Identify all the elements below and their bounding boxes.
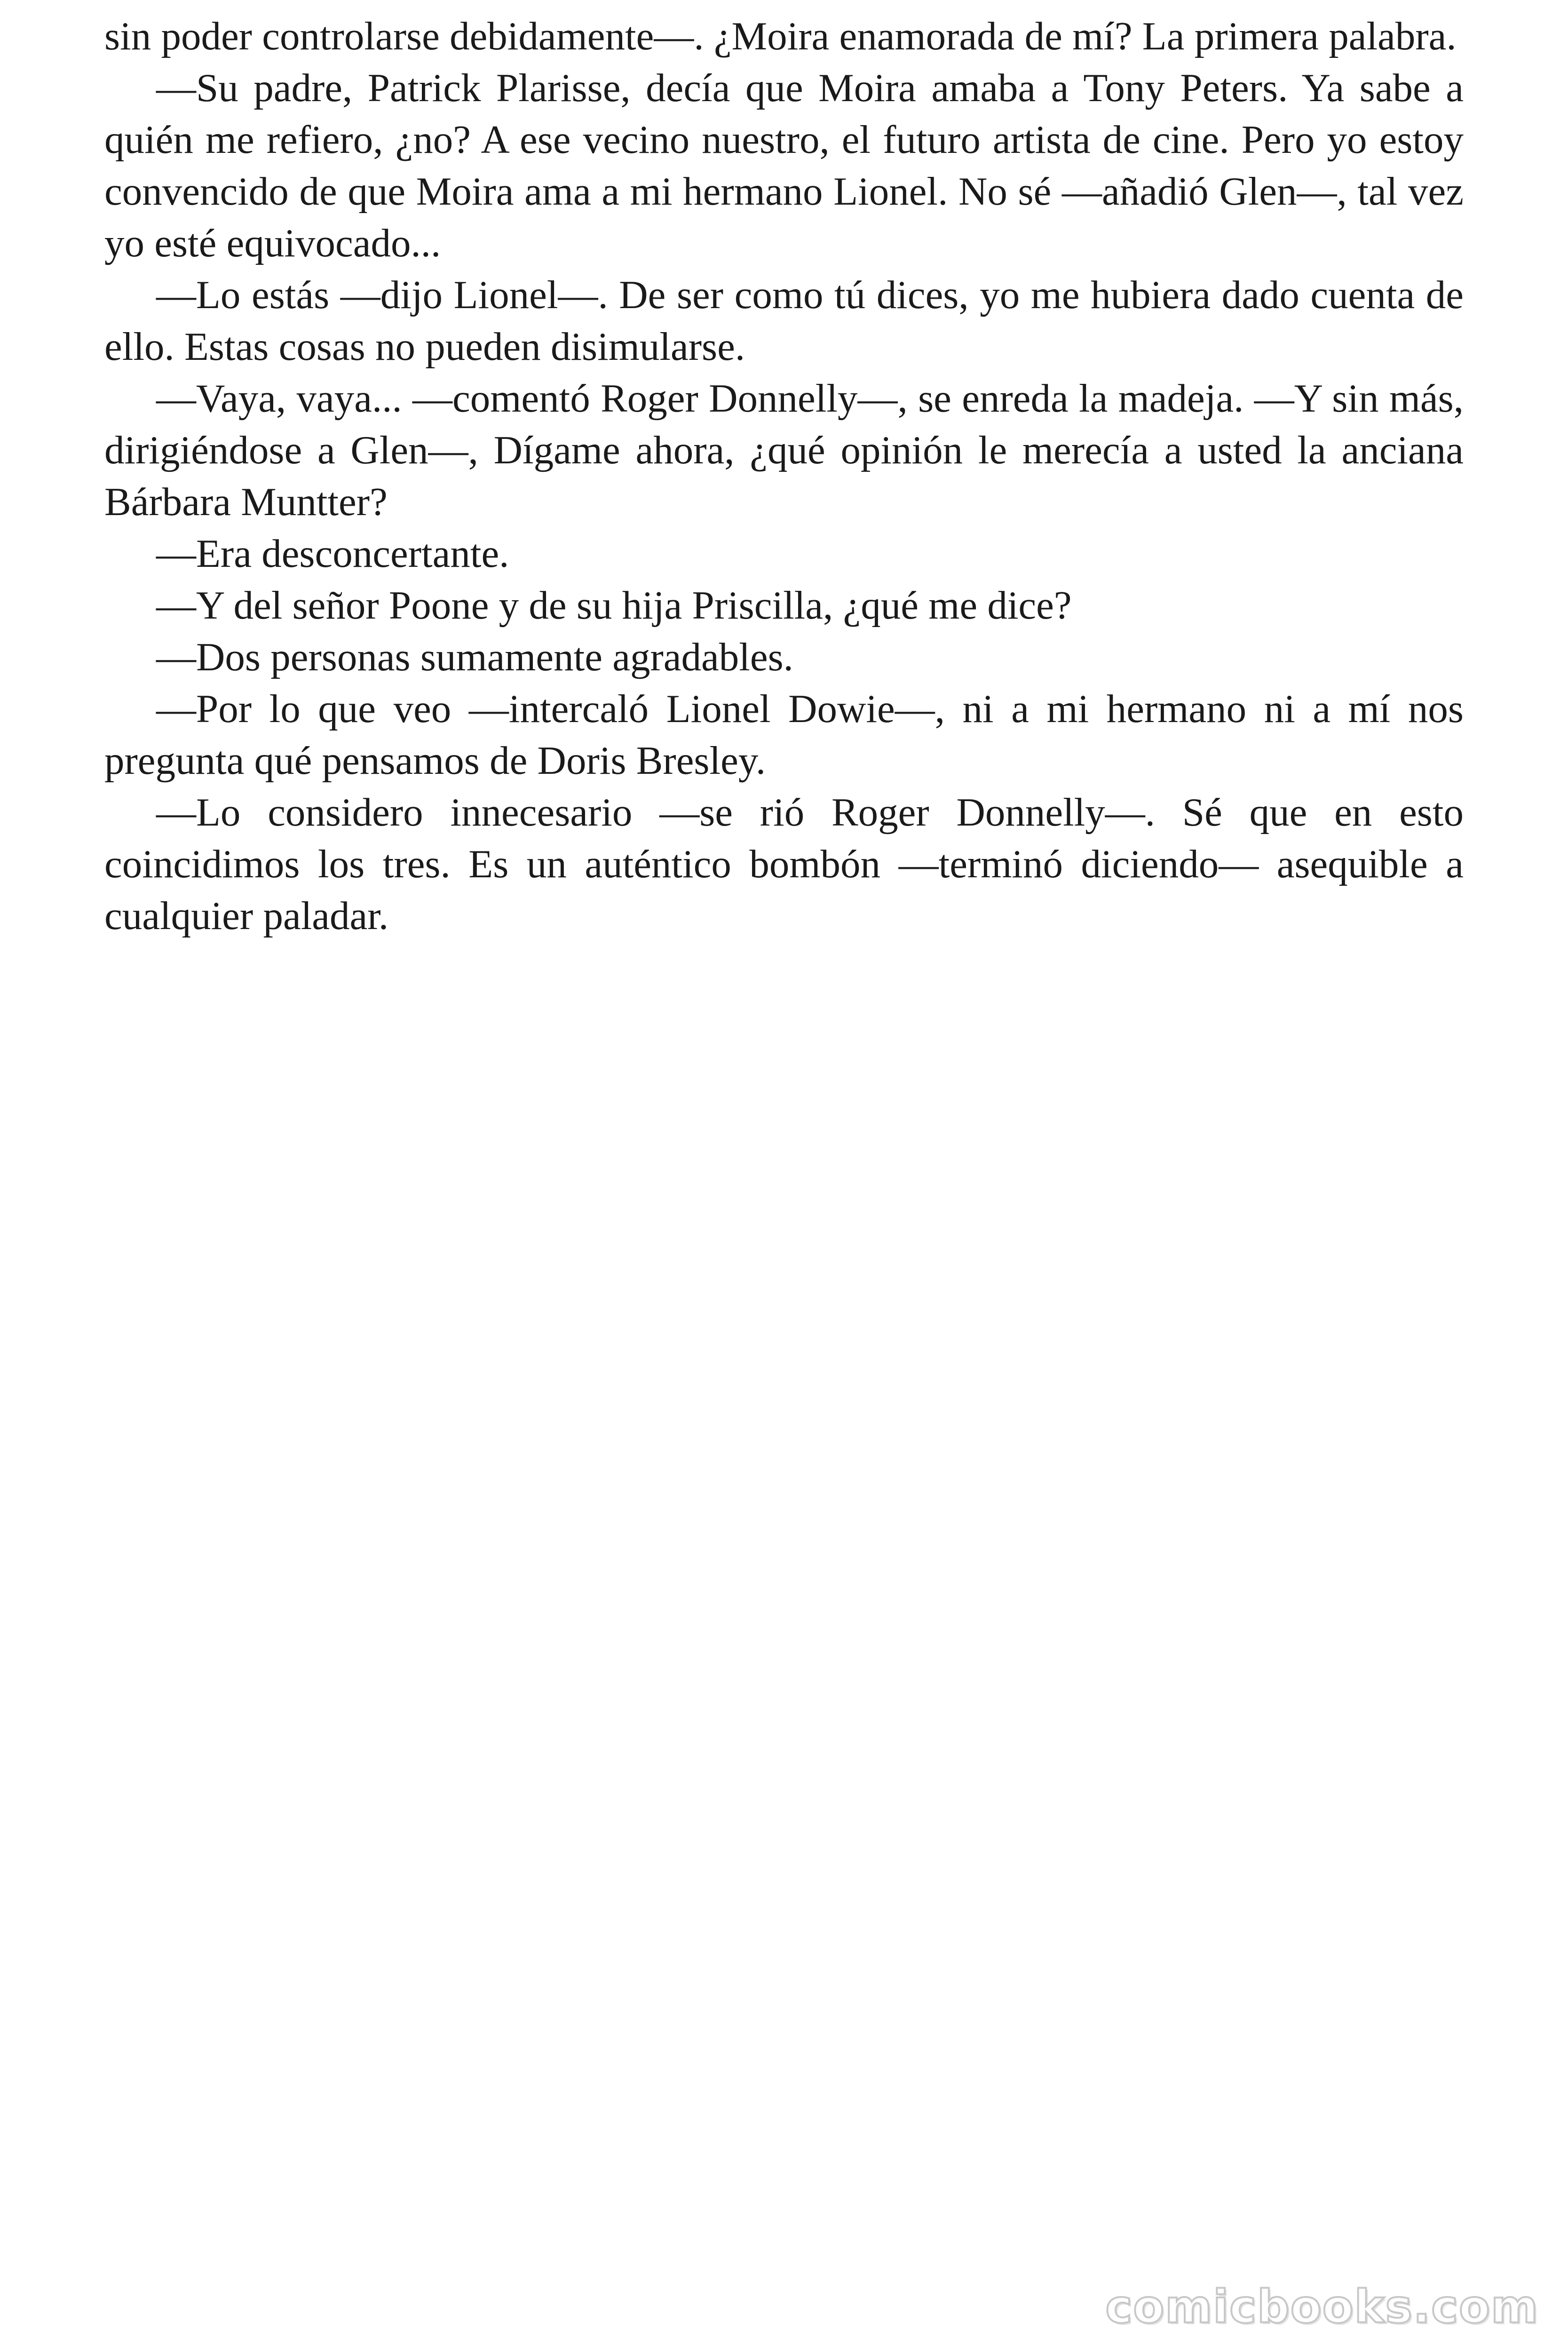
paragraph-5: —Era desconcertante.: [156, 532, 509, 576]
paragraph-3: —Lo estás —dijo Lionel—. De ser como tú dices, yo me hubiera dado cuenta de ello. Estas cosas no pueden disimularse.: [104, 273, 1464, 369]
paragraph-4: —Vaya, vaya... —comentó Roger Donnelly—, se enreda la madeja. —Y sin más, dirigiéndose a Glen—, Dígame ahora, ¿qué opinión le merecía a usted la anciana Bárbara Muntter?: [104, 376, 1464, 524]
paragraph-8: —Por lo que veo —intercaló Lionel Dowie—, ni a mi hermano ni a mí nos pregunta qué pensamos de Doris Bresley.: [104, 687, 1464, 783]
paragraph-1: sin poder controlarse debidamente—. ¿Moira enamorada de mí? La primera palabra.: [104, 14, 1457, 58]
paragraph-6: —Y del señor Poone y de su hija Priscilla, ¿qué me dice?: [156, 583, 1072, 628]
paragraph-9: —Lo considero innecesario —se rió Roger Donnelly—. Sé que en esto coincidimos los tres. Es un auténtico bombón —terminó diciendo— asequible a cualquier paladar.: [104, 790, 1464, 938]
paragraph-2: —Su padre, Patrick Plarisse, decía que Moira amaba a Tony Peters. Ya sabe a quién me refiero, ¿no? A ese vecino nuestro, el futuro artista de cine. Pero yo estoy convencido de que Moira ama a mi hermano Lionel. No sé —añadió Glen—, tal vez yo esté equivocado...: [104, 66, 1464, 265]
body-text: [104, 10, 1464, 942]
watermark: comicbooks.com: [1105, 2280, 1539, 2333]
paragraph-7: —Dos personas sumamente agradables.: [156, 635, 793, 679]
